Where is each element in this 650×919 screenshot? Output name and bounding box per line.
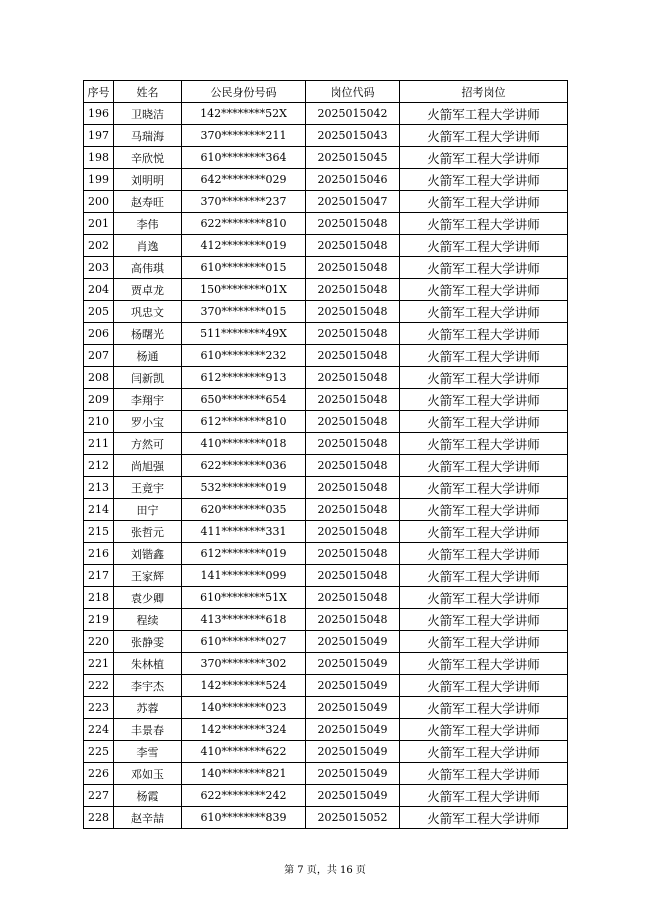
post-cell: 火箭军工程大学讲师 <box>400 191 568 213</box>
name-cell: 肖逸 <box>114 235 182 257</box>
post-cell: 火箭军工程大学讲师 <box>400 389 568 411</box>
post-cell: 火箭军工程大学讲师 <box>400 565 568 587</box>
name-cell: 程续 <box>114 609 182 631</box>
table-row <box>84 125 568 147</box>
post-cell: 火箭军工程大学讲师 <box>400 587 568 609</box>
post-cell: 火箭军工程大学讲师 <box>400 785 568 807</box>
serial-cell: 202 <box>84 235 114 257</box>
post-code-cell: 2025015048 <box>306 279 400 301</box>
serial-cell: 222 <box>84 675 114 697</box>
serial-cell: 217 <box>84 565 114 587</box>
id-number-cell: 532********019 <box>182 477 306 499</box>
post-cell: 火箭军工程大学讲师 <box>400 499 568 521</box>
page-footer: 第 7 页，共 16 页 <box>284 865 366 876</box>
serial-cell: 212 <box>84 455 114 477</box>
name-cell: 李翔宇 <box>114 389 182 411</box>
table-row <box>84 301 568 323</box>
header-post: 招考岗位 <box>400 81 568 103</box>
post-cell: 火箭军工程大学讲师 <box>400 675 568 697</box>
id-number-cell: 370********211 <box>182 125 306 147</box>
post-code-cell: 2025015052 <box>306 807 400 829</box>
post-code-cell: 2025015045 <box>306 147 400 169</box>
post-code-cell: 2025015048 <box>306 455 400 477</box>
header-serial: 序号 <box>84 81 114 103</box>
table-row <box>84 147 568 169</box>
id-number-cell: 612********810 <box>182 411 306 433</box>
serial-cell: 208 <box>84 367 114 389</box>
post-code-cell: 2025015047 <box>306 191 400 213</box>
post-code-cell: 2025015048 <box>306 609 400 631</box>
post-code-cell: 2025015049 <box>306 675 400 697</box>
post-cell: 火箭军工程大学讲师 <box>400 345 568 367</box>
id-number-cell: 370********015 <box>182 301 306 323</box>
header-name: 姓名 <box>114 81 182 103</box>
post-code-cell: 2025015049 <box>306 631 400 653</box>
post-cell: 火箭军工程大学讲师 <box>400 411 568 433</box>
post-cell: 火箭军工程大学讲师 <box>400 301 568 323</box>
id-number-cell: 612********913 <box>182 367 306 389</box>
post-code-cell: 2025015048 <box>306 543 400 565</box>
table-row <box>84 653 568 675</box>
id-number-cell: 610********015 <box>182 257 306 279</box>
table-row <box>84 521 568 543</box>
post-cell: 火箭军工程大学讲师 <box>400 719 568 741</box>
serial-cell: 228 <box>84 807 114 829</box>
serial-cell: 221 <box>84 653 114 675</box>
candidate-table <box>83 80 568 829</box>
table-row <box>84 455 568 477</box>
post-code-cell: 2025015049 <box>306 697 400 719</box>
table-row <box>84 763 568 785</box>
post-cell: 火箭军工程大学讲师 <box>400 433 568 455</box>
post-cell: 火箭军工程大学讲师 <box>400 323 568 345</box>
table-row <box>84 477 568 499</box>
serial-cell: 223 <box>84 697 114 719</box>
post-code-cell: 2025015048 <box>306 389 400 411</box>
name-cell: 刘锴鑫 <box>114 543 182 565</box>
table-row <box>84 345 568 367</box>
id-number-cell: 612********019 <box>182 543 306 565</box>
table-header-row <box>84 81 568 103</box>
name-cell: 杨霞 <box>114 785 182 807</box>
post-cell: 火箭军工程大学讲师 <box>400 543 568 565</box>
table-row <box>84 279 568 301</box>
post-cell: 火箭军工程大学讲师 <box>400 697 568 719</box>
name-cell: 刘明明 <box>114 169 182 191</box>
name-cell: 田宁 <box>114 499 182 521</box>
post-cell: 火箭军工程大学讲师 <box>400 763 568 785</box>
id-number-cell: 140********023 <box>182 697 306 719</box>
table-row <box>84 103 568 125</box>
id-number-cell: 410********622 <box>182 741 306 763</box>
post-code-cell: 2025015043 <box>306 125 400 147</box>
post-cell: 火箭军工程大学讲师 <box>400 257 568 279</box>
table-row <box>84 169 568 191</box>
name-cell: 杨通 <box>114 345 182 367</box>
post-code-cell: 2025015049 <box>306 763 400 785</box>
id-number-cell: 610********232 <box>182 345 306 367</box>
table-row <box>84 411 568 433</box>
serial-cell: 219 <box>84 609 114 631</box>
name-cell: 马瑞海 <box>114 125 182 147</box>
post-code-cell: 2025015049 <box>306 653 400 675</box>
id-number-cell: 140********821 <box>182 763 306 785</box>
post-cell: 火箭军工程大学讲师 <box>400 477 568 499</box>
name-cell: 李宇杰 <box>114 675 182 697</box>
name-cell: 尚旭强 <box>114 455 182 477</box>
id-number-cell: 413********618 <box>182 609 306 631</box>
serial-cell: 211 <box>84 433 114 455</box>
table-row <box>84 235 568 257</box>
post-code-cell: 2025015048 <box>306 565 400 587</box>
post-code-cell: 2025015048 <box>306 301 400 323</box>
serial-cell: 220 <box>84 631 114 653</box>
post-cell: 火箭军工程大学讲师 <box>400 455 568 477</box>
serial-cell: 207 <box>84 345 114 367</box>
table-row <box>84 543 568 565</box>
post-cell: 火箭军工程大学讲师 <box>400 279 568 301</box>
post-code-cell: 2025015049 <box>306 741 400 763</box>
id-number-cell: 610********027 <box>182 631 306 653</box>
post-code-cell: 2025015046 <box>306 169 400 191</box>
post-cell: 火箭军工程大学讲师 <box>400 125 568 147</box>
serial-cell: 197 <box>84 125 114 147</box>
table-row <box>84 565 568 587</box>
post-code-cell: 2025015049 <box>306 785 400 807</box>
serial-cell: 209 <box>84 389 114 411</box>
name-cell: 朱林植 <box>114 653 182 675</box>
table-row <box>84 785 568 807</box>
table-row <box>84 587 568 609</box>
name-cell: 杨曙光 <box>114 323 182 345</box>
id-number-cell: 411********331 <box>182 521 306 543</box>
name-cell: 张静雯 <box>114 631 182 653</box>
table-row <box>84 741 568 763</box>
post-code-cell: 2025015048 <box>306 323 400 345</box>
name-cell: 丰景春 <box>114 719 182 741</box>
serial-cell: 198 <box>84 147 114 169</box>
id-number-cell: 370********302 <box>182 653 306 675</box>
serial-cell: 210 <box>84 411 114 433</box>
table-row <box>84 191 568 213</box>
post-code-cell: 2025015048 <box>306 499 400 521</box>
post-cell: 火箭军工程大学讲师 <box>400 103 568 125</box>
serial-cell: 205 <box>84 301 114 323</box>
table-row <box>84 609 568 631</box>
post-code-cell: 2025015048 <box>306 433 400 455</box>
id-number-cell: 142********324 <box>182 719 306 741</box>
table-row <box>84 367 568 389</box>
post-cell: 火箭军工程大学讲师 <box>400 235 568 257</box>
name-cell: 赵寿旺 <box>114 191 182 213</box>
serial-cell: 199 <box>84 169 114 191</box>
table-row <box>84 323 568 345</box>
serial-cell: 226 <box>84 763 114 785</box>
id-number-cell: 642********029 <box>182 169 306 191</box>
post-code-cell: 2025015048 <box>306 213 400 235</box>
id-number-cell: 511********49X <box>182 323 306 345</box>
name-cell: 袁少卿 <box>114 587 182 609</box>
post-cell: 火箭军工程大学讲师 <box>400 213 568 235</box>
id-number-cell: 370********237 <box>182 191 306 213</box>
name-cell: 高伟琪 <box>114 257 182 279</box>
name-cell: 李雪 <box>114 741 182 763</box>
post-cell: 火箭军工程大学讲师 <box>400 169 568 191</box>
table-row <box>84 807 568 829</box>
id-number-cell: 141********099 <box>182 565 306 587</box>
serial-cell: 227 <box>84 785 114 807</box>
post-code-cell: 2025015048 <box>306 257 400 279</box>
serial-cell: 214 <box>84 499 114 521</box>
serial-cell: 218 <box>84 587 114 609</box>
serial-cell: 204 <box>84 279 114 301</box>
id-number-cell: 410********018 <box>182 433 306 455</box>
table-body <box>84 103 568 829</box>
post-code-cell: 2025015048 <box>306 477 400 499</box>
post-code-cell: 2025015048 <box>306 367 400 389</box>
table-row <box>84 213 568 235</box>
serial-cell: 206 <box>84 323 114 345</box>
name-cell: 王竟宇 <box>114 477 182 499</box>
header-id-number: 公民身份号码 <box>182 81 306 103</box>
post-code-cell: 2025015048 <box>306 235 400 257</box>
table-row <box>84 675 568 697</box>
id-number-cell: 142********52X <box>182 103 306 125</box>
post-cell: 火箭军工程大学讲师 <box>400 367 568 389</box>
name-cell: 闫新凯 <box>114 367 182 389</box>
serial-cell: 215 <box>84 521 114 543</box>
id-number-cell: 650********654 <box>182 389 306 411</box>
post-code-cell: 2025015048 <box>306 345 400 367</box>
id-number-cell: 150********01X <box>182 279 306 301</box>
serial-cell: 213 <box>84 477 114 499</box>
id-number-cell: 412********019 <box>182 235 306 257</box>
id-number-cell: 620********035 <box>182 499 306 521</box>
serial-cell: 224 <box>84 719 114 741</box>
post-code-cell: 2025015049 <box>306 719 400 741</box>
id-number-cell: 610********839 <box>182 807 306 829</box>
name-cell: 李伟 <box>114 213 182 235</box>
post-code-cell: 2025015042 <box>306 103 400 125</box>
serial-cell: 216 <box>84 543 114 565</box>
table-row <box>84 389 568 411</box>
id-number-cell: 622********242 <box>182 785 306 807</box>
id-number-cell: 610********51X <box>182 587 306 609</box>
post-cell: 火箭军工程大学讲师 <box>400 741 568 763</box>
table-row <box>84 257 568 279</box>
id-number-cell: 622********810 <box>182 213 306 235</box>
name-cell: 罗小宝 <box>114 411 182 433</box>
serial-cell: 203 <box>84 257 114 279</box>
post-cell: 火箭军工程大学讲师 <box>400 609 568 631</box>
id-number-cell: 142********524 <box>182 675 306 697</box>
table-row <box>84 433 568 455</box>
post-cell: 火箭军工程大学讲师 <box>400 807 568 829</box>
header-post-code: 岗位代码 <box>306 81 400 103</box>
name-cell: 赵辛喆 <box>114 807 182 829</box>
id-number-cell: 610********364 <box>182 147 306 169</box>
post-code-cell: 2025015048 <box>306 411 400 433</box>
table-row <box>84 697 568 719</box>
post-cell: 火箭军工程大学讲师 <box>400 653 568 675</box>
post-code-cell: 2025015048 <box>306 521 400 543</box>
name-cell: 卫晓洁 <box>114 103 182 125</box>
name-cell: 张哲元 <box>114 521 182 543</box>
serial-cell: 200 <box>84 191 114 213</box>
name-cell: 苏蓉 <box>114 697 182 719</box>
name-cell: 邓如玉 <box>114 763 182 785</box>
post-code-cell: 2025015048 <box>306 587 400 609</box>
name-cell: 贾卓龙 <box>114 279 182 301</box>
post-cell: 火箭军工程大学讲师 <box>400 147 568 169</box>
table-row <box>84 631 568 653</box>
serial-cell: 196 <box>84 103 114 125</box>
post-cell: 火箭军工程大学讲师 <box>400 631 568 653</box>
name-cell: 方然可 <box>114 433 182 455</box>
serial-cell: 201 <box>84 213 114 235</box>
name-cell: 巩忠文 <box>114 301 182 323</box>
serial-cell: 225 <box>84 741 114 763</box>
name-cell: 王家辉 <box>114 565 182 587</box>
name-cell: 辛欣悦 <box>114 147 182 169</box>
post-cell: 火箭军工程大学讲师 <box>400 521 568 543</box>
table-row <box>84 499 568 521</box>
id-number-cell: 622********036 <box>182 455 306 477</box>
table-row <box>84 719 568 741</box>
